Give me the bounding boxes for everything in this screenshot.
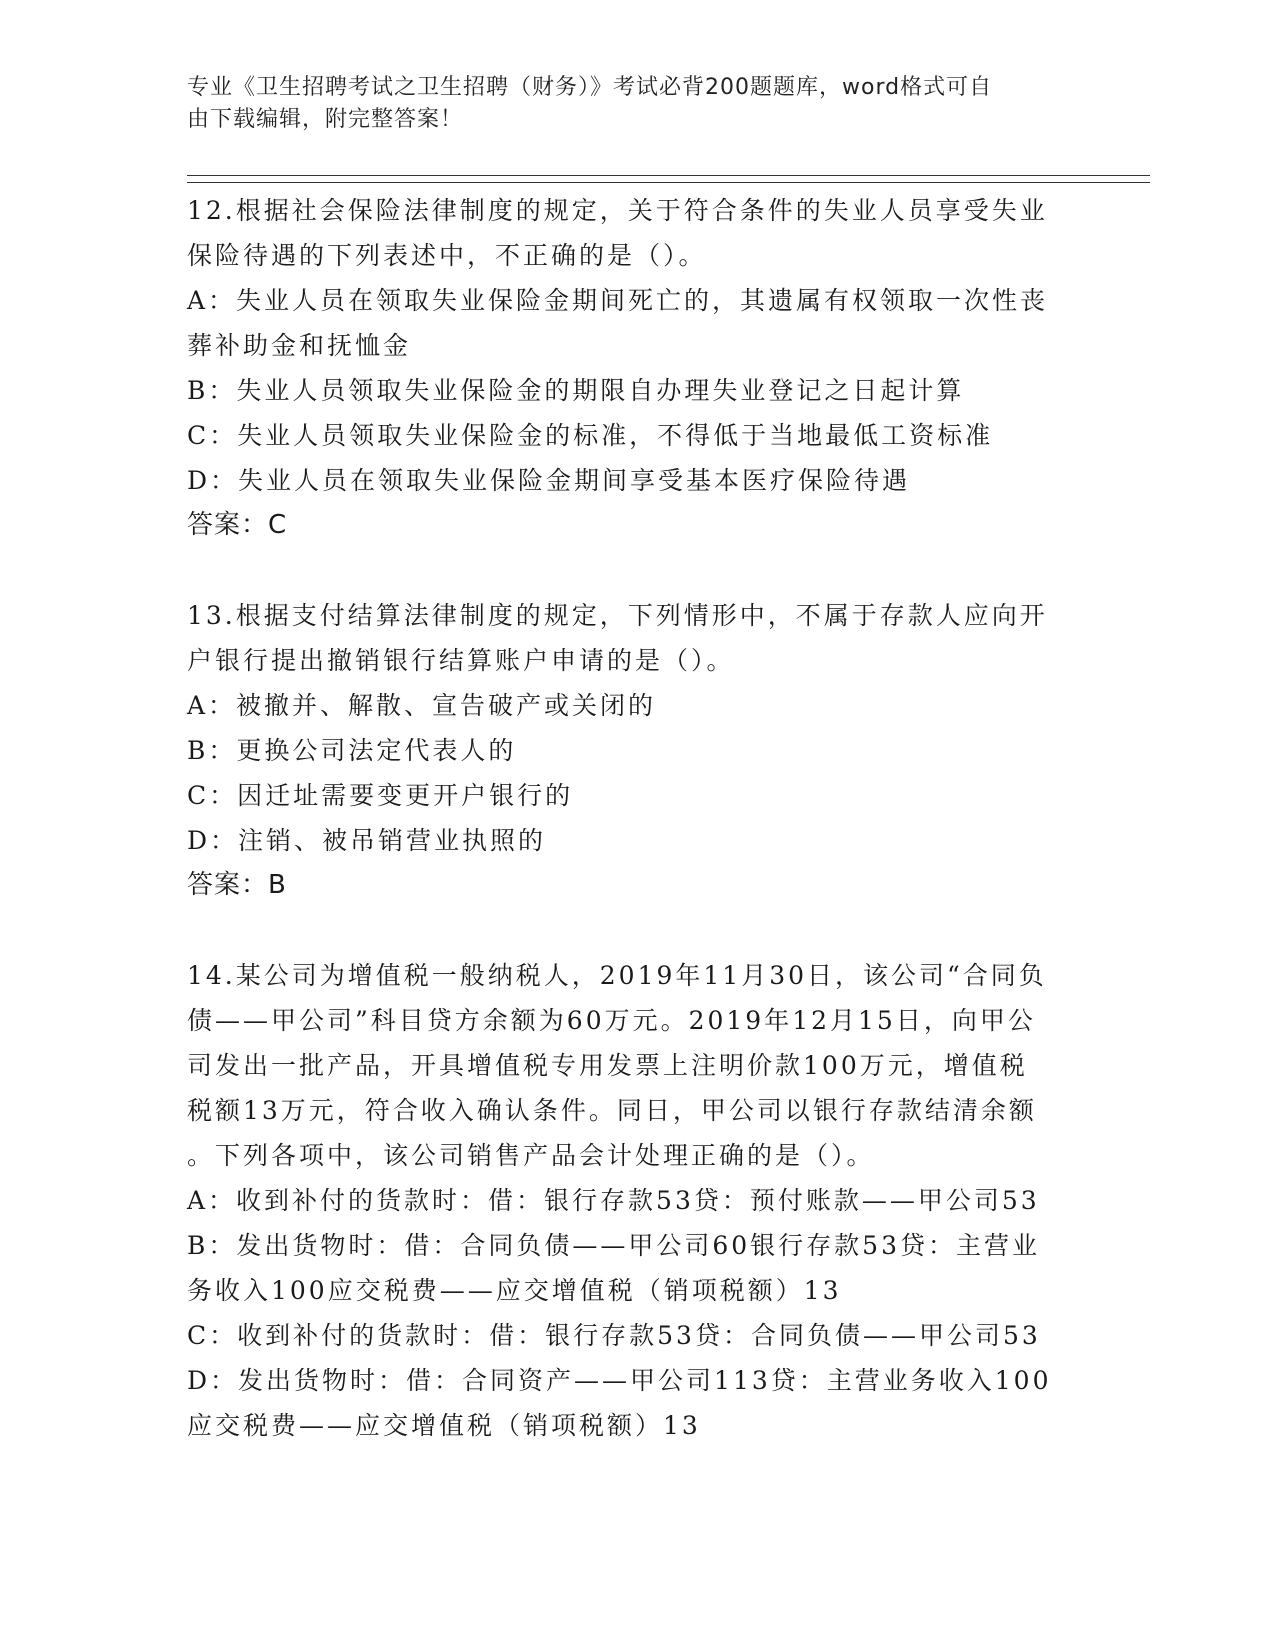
option-a: A：被撤并、解散、宣告破产或关闭的 xyxy=(187,691,657,720)
option-c: C：收到补付的货款时：借：银行存款53贷：合同负债——甲公司53 xyxy=(187,1321,1041,1350)
question-list xyxy=(187,188,1087,1448)
option-b: B：失业人员领取失业保险金的期限自办理失业登记之日起计算 xyxy=(187,376,965,405)
option-a-continued: 葬补助金和抚恤金 xyxy=(187,331,412,360)
question-stem-line: 户银行提出撤销银行结算账户申请的是（）。 xyxy=(187,646,735,675)
question-14 xyxy=(187,953,1087,1448)
answer-key: 答案：B xyxy=(187,870,287,900)
option-b: B：更换公司法定代表人的 xyxy=(187,736,517,765)
question-spacer xyxy=(187,548,1087,593)
question-12 xyxy=(187,188,1087,548)
option-c: C：失业人员领取失业保险金的标准，不得低于当地最低工资标准 xyxy=(187,421,994,450)
document-header xyxy=(187,72,1067,136)
option-d: D：注销、被吊销营业执照的 xyxy=(187,826,547,855)
question-stem-line: 12.根据社会保险法律制度的规定，关于符合条件的失业人员享受失业 xyxy=(187,196,1048,225)
header-divider-top xyxy=(187,175,1150,176)
question-13 xyxy=(187,593,1087,908)
question-stem-line: 保险待遇的下列表述中，不正确的是（）。 xyxy=(187,241,707,270)
question-stem-line: 税额13万元，符合收入确认条件。同日，甲公司以银行存款结清余额 xyxy=(187,1096,1037,1125)
header-divider-bottom xyxy=(187,182,1150,183)
answer-key: 答案：C xyxy=(187,510,288,540)
option-d-continued: 应交税费——应交增值税（销项税额）13 xyxy=(187,1411,701,1440)
option-d: D：发出货物时：借：合同资产——甲公司113贷：主营业务收入100 xyxy=(187,1366,1052,1395)
option-c: C：因迁址需要变更开户银行的 xyxy=(187,781,574,810)
option-b-continued: 务收入100应交税费——应交增值税（销项税额）13 xyxy=(187,1276,842,1305)
option-b: B：发出货物时：借：合同负债——甲公司60银行存款53贷：主营业 xyxy=(187,1231,1040,1260)
question-stem-line: 14.某公司为增值税一般纳税人，2019年11月30日，该公司“合同负 xyxy=(187,961,1047,990)
question-stem-line: 债——甲公司”科目贷方余额为60万元。2019年12月15日，向甲公 xyxy=(187,1006,1036,1035)
header-line-2: 由下载编辑，附完整答案！ xyxy=(187,107,464,132)
option-d: D：失业人员在领取失业保险金期间享受基本医疗保险待遇 xyxy=(187,466,911,495)
header-line-1: 专业《卫生招聘考试之卫生招聘（财务）》考试必背200题题库，word格式可自 xyxy=(187,75,993,100)
question-stem-line: 司发出一批产品，开具增值税专用发票上注明价款100万元，增值税 xyxy=(187,1051,1028,1080)
option-a: A：收到补付的货款时：借：银行存款53贷：预付账款——甲公司53 xyxy=(187,1186,1040,1215)
option-a: A：失业人员在领取失业保险金期间死亡的，其遗属有权领取一次性丧 xyxy=(187,286,1049,315)
question-stem-line: 。下列各项中，该公司销售产品会计处理正确的是（）。 xyxy=(187,1141,875,1170)
question-stem-line: 13.根据支付结算法律制度的规定，下列情形中，不属于存款人应向开 xyxy=(187,601,1048,630)
question-spacer xyxy=(187,908,1087,953)
